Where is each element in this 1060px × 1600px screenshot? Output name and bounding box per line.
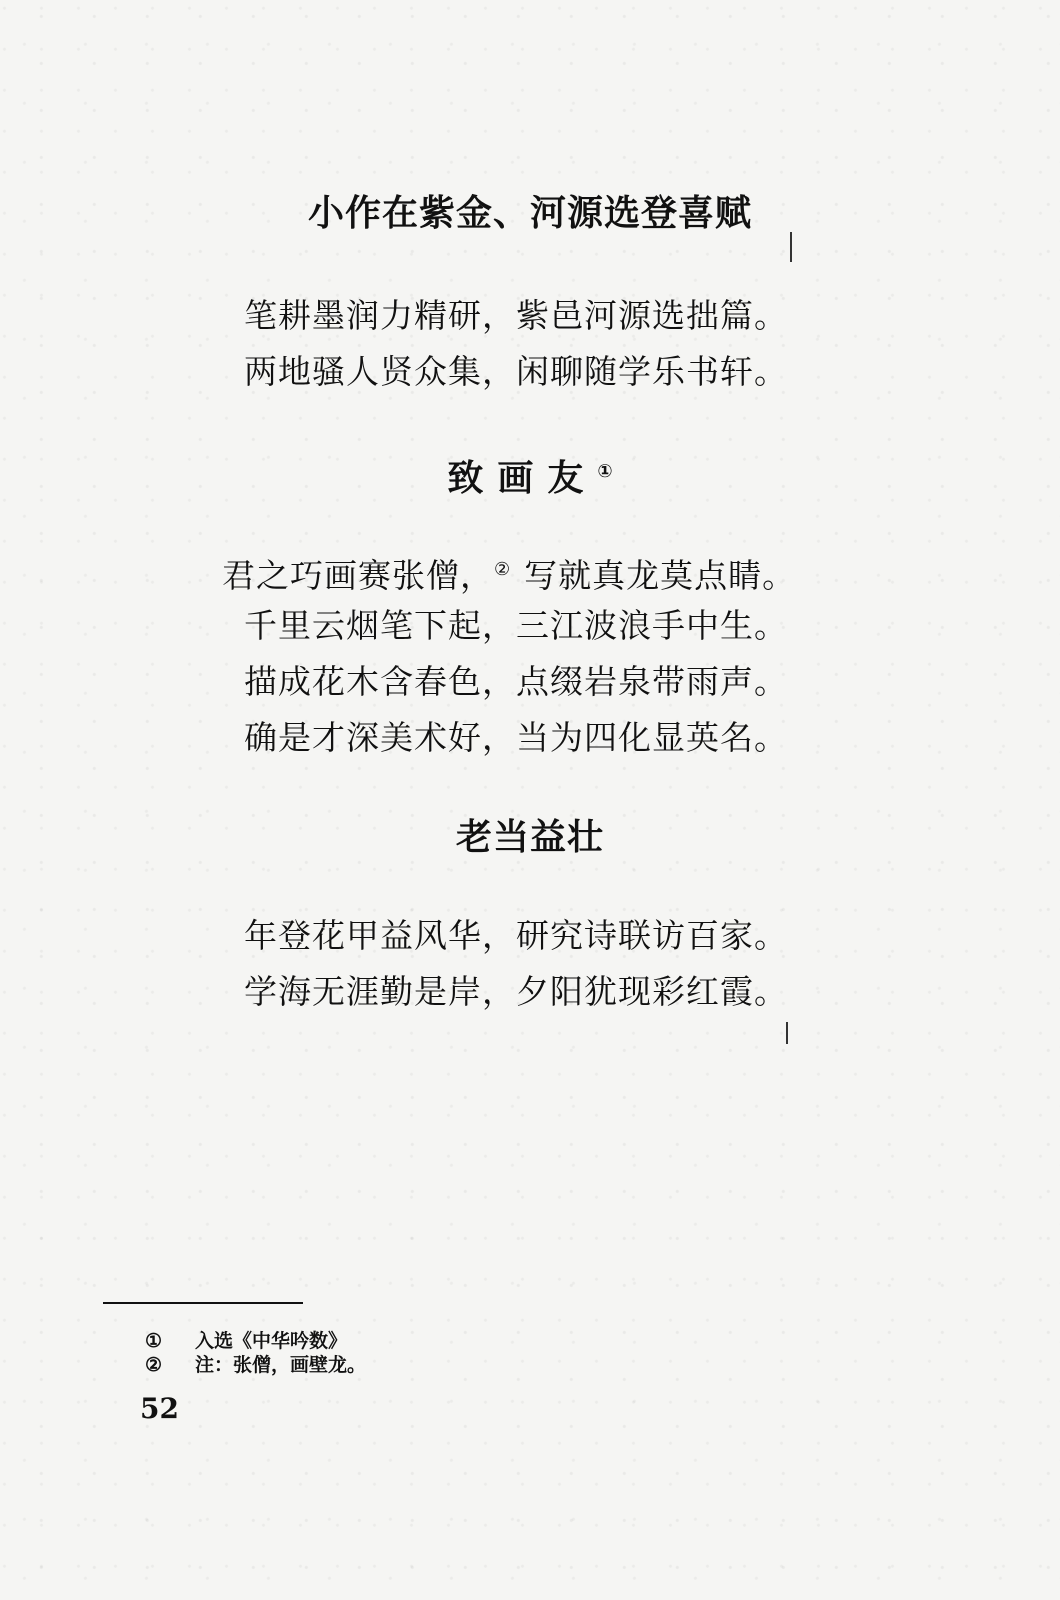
poem-title-3: 老当益壮: [455, 817, 604, 858]
poem-2-line-1: [222, 550, 796, 596]
poem-1-line-1: 笔耕墨润力精研，紫邑河源选拙篇。: [244, 296, 788, 335]
footnote-1-mark: ①: [145, 1330, 163, 1352]
poem-title-1: 小作在紫金、河源选登喜赋: [307, 193, 752, 234]
poem-2-line-2: 千里云烟笔下起，三江波浪手中生。: [244, 606, 788, 645]
footnote-2-mark: ②: [145, 1354, 163, 1376]
page-number: 52: [140, 1392, 179, 1425]
poem-2-line-4: 确是才深美术好，当为四化显英名。: [244, 718, 788, 757]
footnote-1: [145, 1330, 347, 1352]
footnote-ref-1: ①: [597, 461, 613, 482]
poem-title-2: [0, 450, 1060, 501]
poem-2-line-1a: 君之巧画赛张僧，: [222, 556, 494, 595]
poem-2-line-1b: 写就真龙莫点睛。: [524, 556, 797, 595]
poem-2-line-3: 描成花木含春色，点缀岩泉带雨声。: [244, 662, 788, 701]
poem-1-line-2: 两地骚人贤众集，闲聊随学乐书轩。: [244, 352, 788, 391]
footnote-2: [145, 1354, 366, 1376]
footnote-1-text: 入选《中华吟数》: [195, 1330, 348, 1352]
poem-title-2-text: 致画友: [447, 458, 598, 499]
scan-mark: [786, 1022, 788, 1044]
poem-3-line-1: 年登花甲益风华，研究诗联访百家。: [244, 916, 788, 955]
footnote-2-text: 注：张僧，画壁龙。: [195, 1354, 367, 1376]
scan-mark: [790, 232, 792, 262]
footnote-rule: [103, 1302, 303, 1304]
footnote-ref-2: ②: [494, 559, 511, 580]
poem-3-line-2: 学海无涯勤是岸，夕阳犹现彩红霞。: [244, 972, 788, 1011]
